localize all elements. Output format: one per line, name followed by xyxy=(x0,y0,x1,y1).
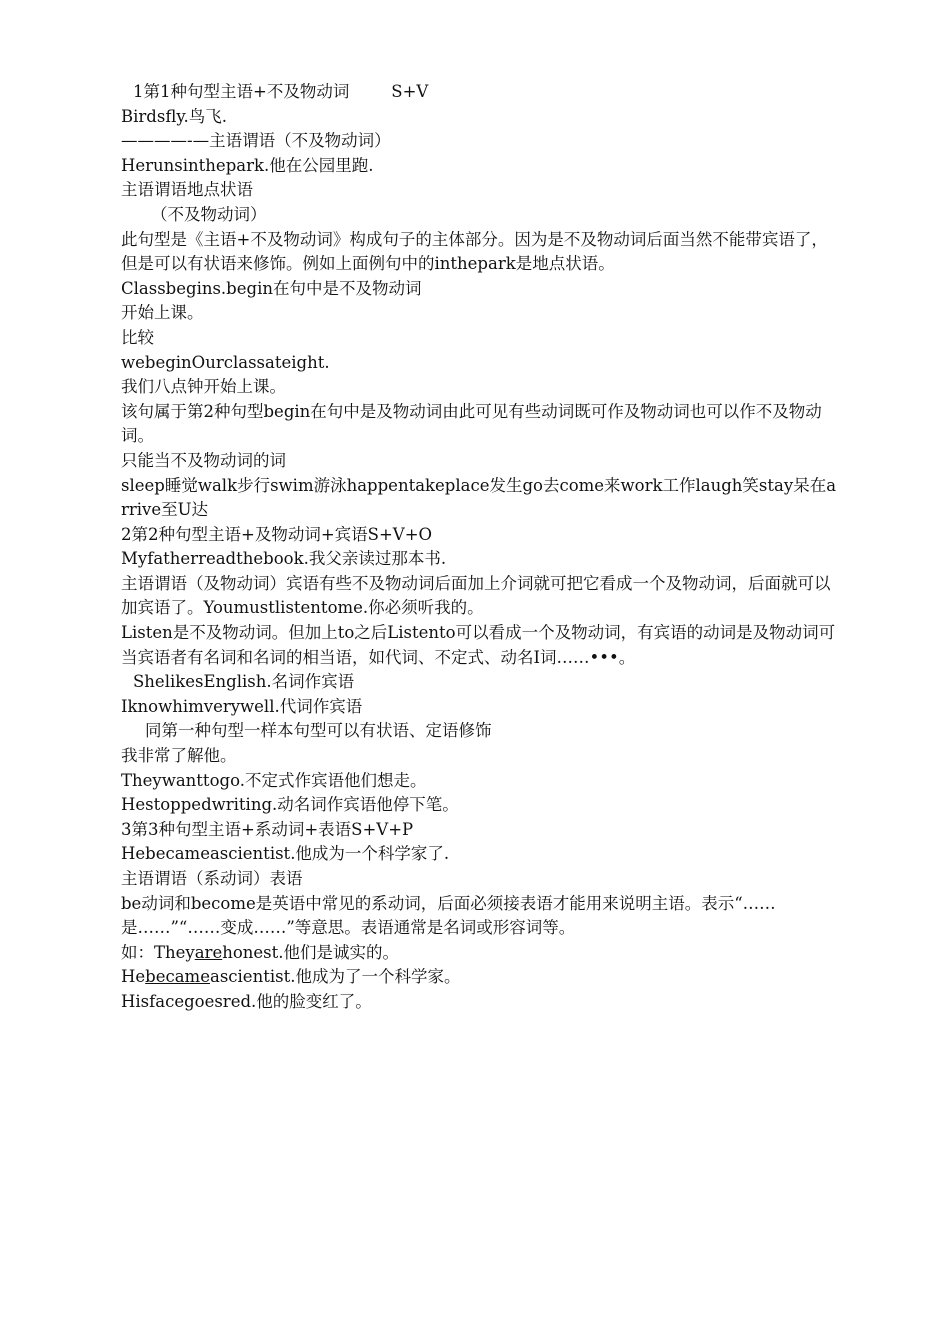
heading-pattern-2: 2第2种句型主语+及物动词+宾语S+V+O xyxy=(121,524,433,544)
text-line: webeginOurclassateight. xyxy=(121,352,330,372)
text-line: Hebecameascientist.他成为一个科学家了. xyxy=(121,844,450,864)
example-suffix: ascientist.他成为了一个科学家。 xyxy=(209,967,461,987)
paragraph: 此句型是《主语+不及物动词》构成句子的主体部分。因为是不及物动词后面当然不能带宾语了，但是可以有状语来修饰。例如上面例句中的inthepark是地点状语。 xyxy=(121,229,828,274)
paragraph: sleep睡觉walk步行swim游泳happentakeplace发生go去come来work工作laugh笑stay呆在arrive至U达 xyxy=(121,475,837,520)
paragraph: Listen是不及物动词。但加上to之后Listento可以看成一个及物动词，有宾语的动词是及物动词可当宾语者有名词和名词的相当语，如代词、不定式、动名I词……•••。 xyxy=(121,623,836,667)
example-line xyxy=(121,965,841,990)
heading-pattern-1: 1第1种句型主语+不及物动词 S+V xyxy=(133,82,429,101)
text-line: 主语谓语（系动词）表语 xyxy=(121,869,303,888)
text-line: 开始上课。 xyxy=(121,303,204,323)
text-line: 我非常了解他。 xyxy=(121,746,237,766)
text-line: 只能当不及物动词的词 xyxy=(121,450,286,470)
example-line xyxy=(121,941,841,966)
text-line: （不及物动词） xyxy=(151,204,267,224)
text-line: 比较 xyxy=(121,327,154,347)
text-line: 我们八点钟开始上课。 xyxy=(121,377,286,397)
paragraph: be动词和become是英语中常见的系动词，后面必须接表语才能用来说明主语。表示“……是……”“……变成……”等意思。表语通常是名词或形容词等。 xyxy=(121,893,776,938)
underlined-word: are xyxy=(194,942,223,962)
paragraph: 主语谓语（及物动词）宾语有些不及物动词后面加上介词就可把它看成一个及物动词，后面就可以加宾语了。Youmustlistentome.你必须听我的。 xyxy=(121,573,831,618)
text-line: Hestoppedwriting.动名词作宾语他停下笔。 xyxy=(121,795,459,815)
paragraph: 该句属于第2种句型begin在句中是及物动词由此可见有些动词既可作及物动词也可以作不及物动词。 xyxy=(121,401,822,446)
heading-pattern-3: 3第3种句型主语+系动词+表语S+V+P xyxy=(121,819,414,839)
text-line: Herunsinthepark.他在公园里跑. xyxy=(121,155,374,175)
text-line: Iknowhimverywell.代词作宾语 xyxy=(121,696,363,716)
text-line: ShelikesEnglish.名词作宾语 xyxy=(133,672,355,692)
text-line: Myfatherreadthebook.我父亲读过那本书. xyxy=(121,549,447,569)
text-line: 同第一种句型一样本句型可以有状语、定语修饰 xyxy=(145,721,492,741)
text-line: Classbegins.begin在句中是不及物动词 xyxy=(121,278,422,298)
example-prefix: 如：They xyxy=(121,942,195,962)
text-line: 主语谓语地点状语 xyxy=(121,180,253,200)
text-line: Theywanttogo.不定式作宾语他们想走。 xyxy=(121,770,427,790)
document-body xyxy=(121,80,841,1015)
example-prefix: He xyxy=(121,967,146,987)
underlined-word: became xyxy=(145,967,210,987)
example-suffix: honest.他们是诚实的。 xyxy=(222,942,400,962)
text-line: Hisfacegoesred.他的脸变红了。 xyxy=(121,991,372,1011)
text-line: Birdsfly.鸟飞. xyxy=(121,106,227,126)
text-line: ————-—主语谓语（不及物动词） xyxy=(121,131,391,151)
